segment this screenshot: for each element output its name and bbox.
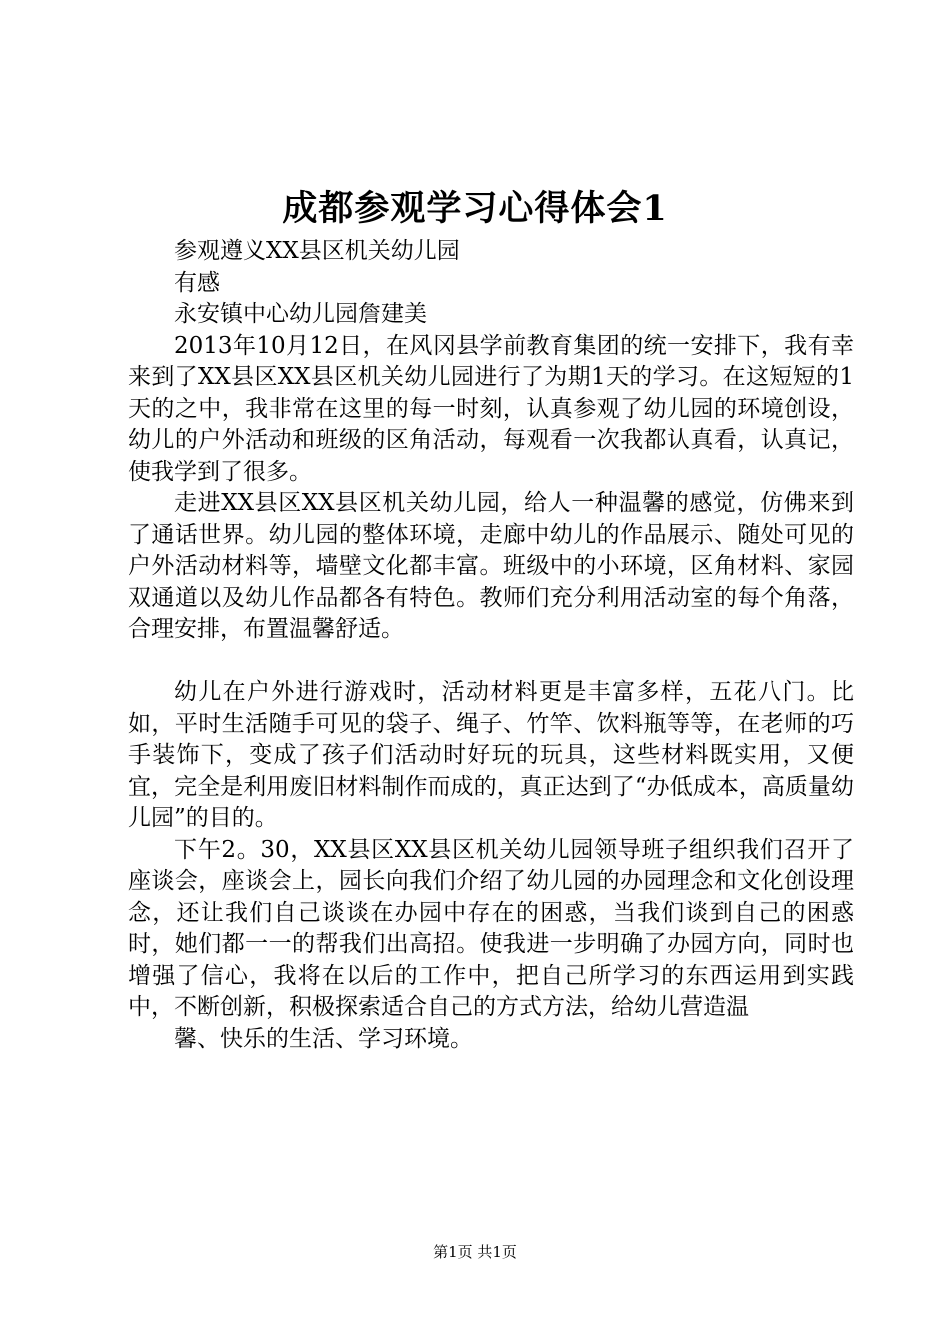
document-title: 成都参观学习心得体会1	[282, 188, 668, 229]
paragraph-closing: 馨、快乐的生活、学习环境。	[174, 1025, 473, 1052]
paragraph-heading-suffix: 有感	[174, 269, 220, 296]
document-body	[128, 236, 854, 1055]
page-footer: 第1页 共1页	[433, 1243, 517, 1261]
paragraph-outdoor: 幼儿在户外进行游戏时，活动材料更是丰富多样，五花八门。比如，平时生活随手可见的袋子、绳子、竹竿、饮料瓶等等，在老师的巧手装饰下，变成了孩子们活动时好玩的玩具，这些材料既实用，又便宜，完全是利用废旧材料制作而成的，真正达到了“办低成本，高质量幼儿园”的目的。	[128, 679, 854, 831]
paragraph-meeting: 下午2。30，XX县区XX县区机关幼儿园领导班子组织我们召开了座谈会，座谈会上，园长向我们介绍了幼儿园的办园理念和文化创设理念，还让我们自己谈谈在办园中存在的困惑，当我们谈到自己的困惑时，她们都一一的帮我们出高招。使我进一步明确了办园方向，同时也增强了信心，我将在以后的工作中，把自己所学习的东西运用到实践中，不断创新，积极探索适合自己的方式方法，给幼儿营造温	[128, 836, 854, 1020]
paragraph-heading-line: 参观遵义XX县区机关幼儿园	[174, 238, 460, 264]
paragraph-environment: 走进XX县区XX县区机关幼儿园，给人一种温馨的感觉，仿佛来到了通话世界。幼儿园的整体环境，走廊中幼儿的作品展示、随处可见的户外活动材料等，墙壁文化都丰富。班级中的小环境，区角材料、家园双通道以及幼儿作品都各有特色。教师们充分利用活动室的每个角落，合理安排，布置温馨舒适。	[128, 490, 854, 642]
paragraph-intro: 2013年10月12日，在风冈县学前教育集团的统一安排下，我有幸来到了XX县区XX县区机关幼儿园进行了为期1天的学习。在这短短的1天的之中，我非常在这里的每一时刻，认真参观了幼儿园的环境创设，幼儿的户外活动和班级的区角活动，每观看一次我都认真看，认真记，使我学到了很多。	[128, 332, 854, 485]
paragraph-author: 永安镇中心幼儿园詹建美	[174, 301, 427, 327]
